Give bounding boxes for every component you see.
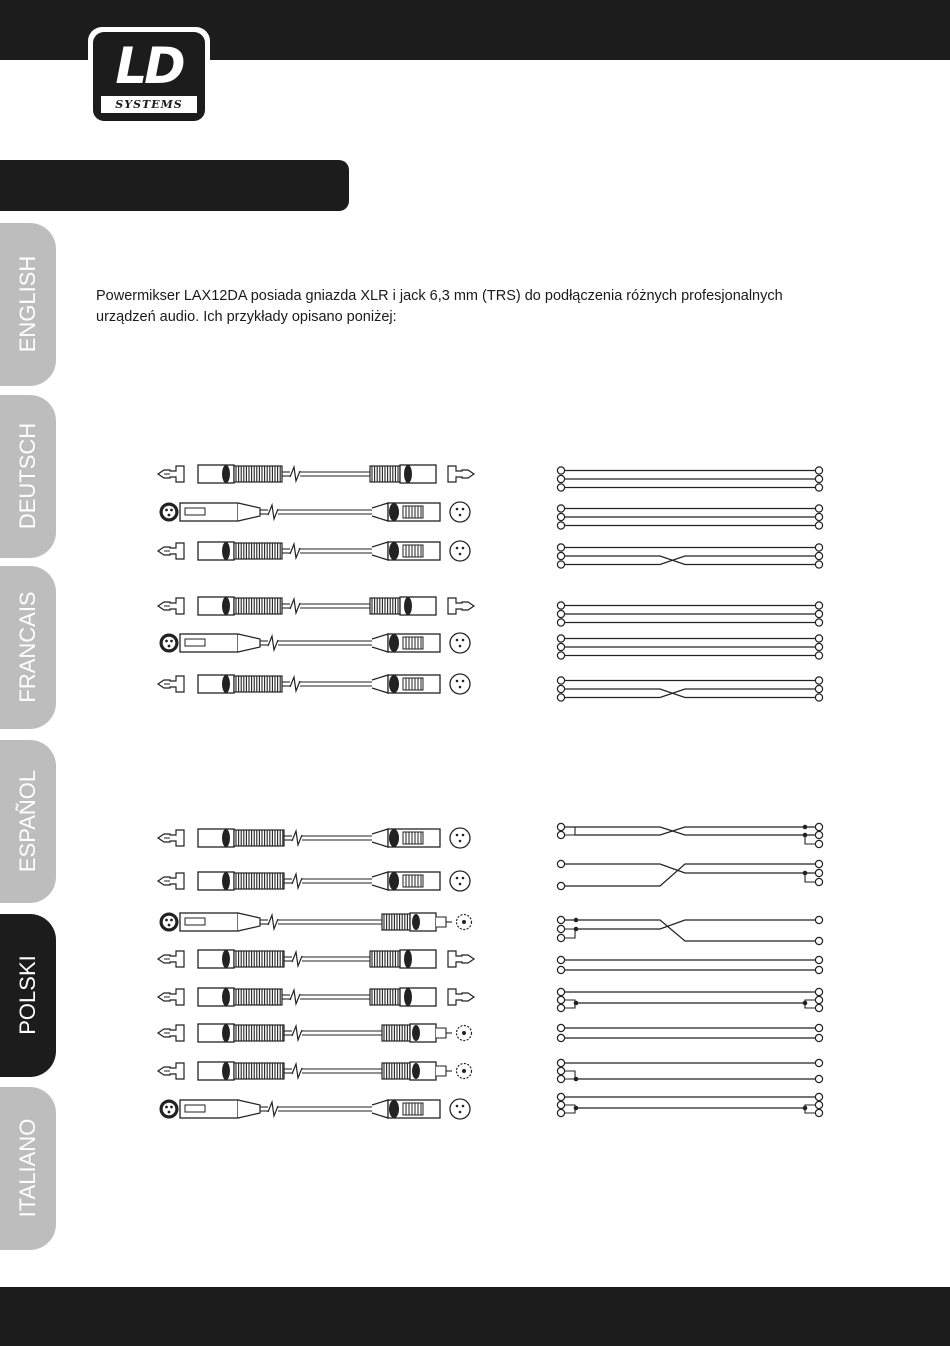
wiring-group3-2 [557,860,822,889]
cable-group3-4 [158,950,474,968]
wiring-group3-3 [557,916,822,944]
cable-group3-7 [158,1062,472,1080]
logo-subtitle: SYSTEMS [101,96,197,113]
cable-group3-2 [158,871,470,891]
wiring-group2-2 [557,635,822,659]
cable-group3-6 [158,1024,472,1042]
wiring-group3-6 [557,1024,822,1041]
wiring-group3-7 [557,1059,822,1082]
cable-group1-3 [158,541,470,561]
wiring-group3-1 [557,823,822,847]
cable-group2-3 [158,674,470,694]
wiring-group3-8 [557,1093,822,1116]
intro-line-1: Powermikser LAX12DA posiada gniazda XLR i jack 6,3 mm (TRS) do podłączenia różnych profesjonalnych [96,288,783,304]
cable-group3-1 [158,828,470,848]
cable-group3-8 [160,1099,470,1119]
tab-label: ESPAÑOL [15,769,40,873]
cable-group2-2 [160,633,470,653]
tab-label: ENGLISH [15,255,40,353]
tab-label: FRANCAIS [15,591,40,703]
cable-group1-1 [158,465,474,483]
tab-label: ITALIANO [15,1118,40,1218]
logo-mark: LD [115,37,183,95]
wiring-group1-1 [557,467,822,491]
wiring-group3-4 [557,956,822,973]
cable-group1-2 [160,502,470,522]
wiring-group2-3 [557,677,822,701]
cable-group3-3 [160,913,472,931]
cable-group3-5 [158,988,474,1006]
tab-label: DEUTSCH [15,422,40,530]
wiring-group2-1 [557,602,822,626]
wiring-group1-2 [557,505,822,529]
cable-group2-1 [158,597,474,615]
tab-label: POLSKI [15,955,40,1035]
intro-line-2: urządzeń audio. Ich przykłady opisano poniżej: [96,309,397,325]
wiring-group3-5 [557,988,822,1011]
wiring-group1-3 [557,544,822,568]
